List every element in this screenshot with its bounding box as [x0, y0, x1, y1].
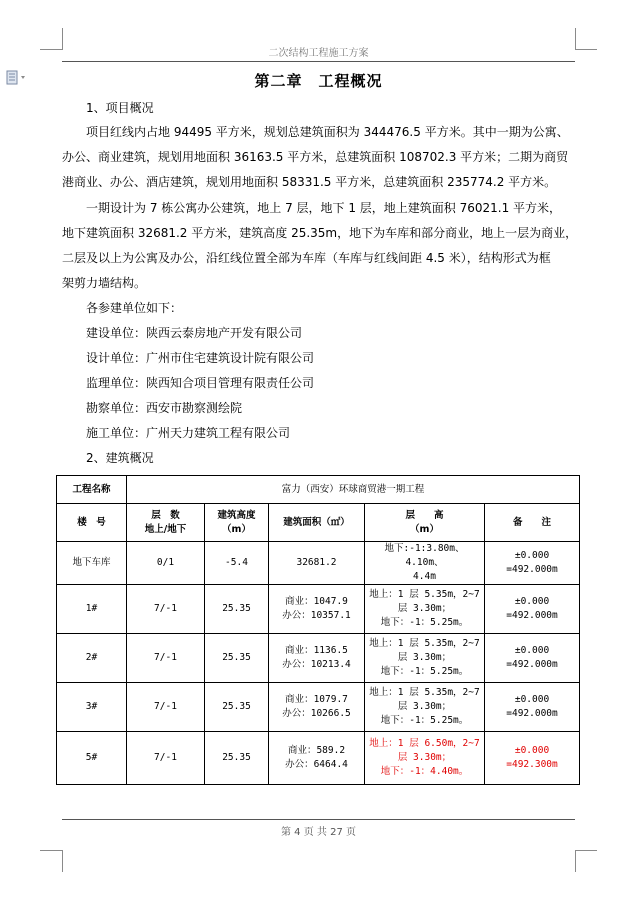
- cell-line: ±0.000: [514, 645, 550, 656]
- footer-rule: [62, 819, 575, 820]
- cell-line: 地上：1 层 5.35m，2~7: [369, 638, 480, 649]
- cell-line: 地下：-1：5.25m。: [380, 617, 469, 628]
- table-row: [57, 585, 580, 634]
- cell-line: 地下：-1：5.25m。: [380, 666, 469, 677]
- cell-height: 25.35: [205, 585, 269, 634]
- crop-mark: [40, 850, 62, 851]
- table-row: [57, 634, 580, 683]
- unit-survey: 勘察单位：西安市勘察测绘院: [86, 401, 243, 415]
- cell-line: =492.000m: [506, 659, 558, 670]
- cell-remark: [485, 542, 580, 585]
- col-header-building: 楼 号: [57, 504, 127, 542]
- cell-line: 商业：1136.5: [285, 645, 348, 656]
- cell-line: =492.000m: [506, 708, 558, 719]
- unit-construction: 建设单位：陕西云泰房地产开发有限公司: [86, 326, 303, 340]
- col-header-floors: [127, 504, 205, 542]
- header-line: （m）: [410, 523, 439, 535]
- col-header-area: 建筑面积（㎡）: [269, 504, 365, 542]
- cell-line: 地下：-1：5.25m。: [380, 715, 469, 726]
- cell-remark: [485, 634, 580, 683]
- cell-line: 办公：10266.5: [282, 708, 351, 719]
- cell-level: [365, 683, 485, 732]
- cell-line: 办公：10357.1: [282, 610, 351, 621]
- cell-building: 3#: [57, 683, 127, 732]
- text-line: 项目红线内占地 94495 平方米，规划总建筑面积为 344476.5 平方米。其中一期为公寓、: [86, 125, 569, 139]
- section-heading: 2、建筑概况: [86, 451, 154, 465]
- cell-level: [365, 634, 485, 683]
- text-line: 一期设计为 7 栋公寓办公建筑，地上 7 层，地下 1 层，地上建筑面积 76021.1 平方米，: [86, 201, 562, 215]
- cell-floors: 7/-1: [127, 585, 205, 634]
- crop-mark: [575, 49, 597, 50]
- unit-supervision: 监理单位：陕西知合项目管理有限责任公司: [86, 376, 315, 390]
- cell-area: [269, 732, 365, 785]
- cell-remark-highlight: [485, 732, 580, 785]
- paragraph-project-overview: [62, 120, 582, 195]
- document-list-icon[interactable]: [6, 70, 28, 86]
- chapter-title: 第二章 工程概况: [254, 72, 383, 90]
- table-row: [57, 683, 580, 732]
- cell-floors: 0/1: [127, 542, 205, 585]
- col-header-remark: 备 注: [485, 504, 580, 542]
- crop-mark: [575, 850, 576, 872]
- header-line: 层 高: [405, 509, 444, 521]
- unit-contractor: 施工单位：广州天力建筑工程有限公司: [86, 426, 291, 440]
- text-line: 二层及以上为公寓及办公，沿红线位置全部为车库（车库与红线间距 4.5 米），结构形式为框: [62, 251, 551, 265]
- header-line: 建筑高度: [217, 509, 256, 521]
- crop-mark: [40, 49, 62, 50]
- cell-height: -5.4: [205, 542, 269, 585]
- cell-line: 层 3.30m；: [397, 701, 452, 712]
- cell-line: ±0.000: [514, 596, 550, 607]
- cell-area: [269, 585, 365, 634]
- unit-design: 设计单位：广州市住宅建筑设计院有限公司: [86, 351, 315, 365]
- cell-line: 地下：-1：4.40m。: [380, 766, 469, 777]
- cell-building: 地下车库: [57, 542, 127, 585]
- cell-height: 25.35: [205, 732, 269, 785]
- cell-area: [269, 634, 365, 683]
- cell-line: =492.300m: [506, 759, 558, 770]
- cell-building: 5#: [57, 732, 127, 785]
- cell-line: 商业：1047.9: [285, 596, 348, 607]
- crop-mark: [575, 28, 576, 50]
- cell-line: 层 3.30m；: [397, 603, 452, 614]
- crop-mark: [575, 850, 597, 851]
- cell-level-highlight: [365, 732, 485, 785]
- cell-line: 商业：589.2: [287, 745, 346, 756]
- cell-floors: 7/-1: [127, 732, 205, 785]
- cell-line: 办公：10213.4: [282, 659, 351, 670]
- project-name-label: 工程名称: [57, 476, 127, 504]
- cell-floors: 7/-1: [127, 634, 205, 683]
- cell-line: ±0.000: [514, 745, 550, 756]
- text-line: 港商业、办公、酒店建筑，规划用地面积 58331.5 平方米，总建筑面积 235774.2 平方米。: [62, 175, 557, 189]
- page-header: 二次结构工程施工方案: [268, 48, 369, 59]
- page-number: 第 4 页 共 27 页: [281, 827, 356, 838]
- cell-line: 地上：1 层 6.50m，2~7: [369, 738, 480, 749]
- cell-level: [365, 542, 485, 585]
- cell-remark: [485, 683, 580, 732]
- cell-line: =492.000m: [506, 610, 558, 621]
- table-row: [57, 732, 580, 785]
- cell-line: ±0.000: [514, 550, 550, 561]
- cell-line: 层 3.30m；: [397, 752, 452, 763]
- header-line: （m）: [222, 523, 251, 535]
- cell-line: 地下:-1:3.80m、4.10m、: [384, 543, 465, 568]
- text-line: 办公、商业建筑，规划用地面积 36163.5 平方米，总建筑面积 108702.3 平方米；二期为商贸: [62, 150, 569, 164]
- table-header-row: [57, 504, 580, 542]
- cell-remark: [485, 585, 580, 634]
- cell-floors: 7/-1: [127, 683, 205, 732]
- cell-line: 32681.2: [296, 557, 337, 568]
- cell-line: 地上：1 层 5.35m，2~7: [369, 589, 480, 600]
- cell-line: 4.4m: [413, 571, 436, 582]
- cell-height: 25.35: [205, 634, 269, 683]
- cell-line: 层 3.30m；: [397, 652, 452, 663]
- project-name-value: 富力（西安）环球商贸港一期工程: [127, 476, 580, 504]
- section-heading: 1、项目概况: [86, 101, 154, 115]
- table-row: [57, 476, 580, 504]
- header-line: 层 数: [151, 509, 180, 521]
- crop-mark: [62, 850, 63, 872]
- cell-line: 办公：6464.4: [285, 759, 348, 770]
- cell-line: ±0.000: [514, 694, 550, 705]
- cell-level: [365, 585, 485, 634]
- col-header-height: [205, 504, 269, 542]
- building-spec-table: [56, 475, 580, 785]
- header-line: 地上/地下: [144, 523, 187, 535]
- cell-line: =492.000m: [506, 564, 558, 575]
- cell-height: 25.35: [205, 683, 269, 732]
- header-rule: [62, 61, 575, 62]
- text-line: 架剪力墙结构。: [62, 276, 147, 290]
- cell-area: [269, 542, 365, 585]
- cell-building: 2#: [57, 634, 127, 683]
- cell-building: 1#: [57, 585, 127, 634]
- text-line: 地下建筑面积 32681.2 平方米，建筑高度 25.35m，地下为车库和部分商业，地上一层为商业，: [62, 226, 578, 240]
- paragraph-phase-one: [62, 196, 582, 296]
- table-row: [57, 542, 580, 585]
- cell-line: 商业：1079.7: [285, 694, 348, 705]
- cell-area: [269, 683, 365, 732]
- units-intro: 各参建单位如下：: [86, 301, 183, 315]
- cell-line: 地上：1 层 5.35m，2~7: [369, 687, 480, 698]
- col-header-level: [365, 504, 485, 542]
